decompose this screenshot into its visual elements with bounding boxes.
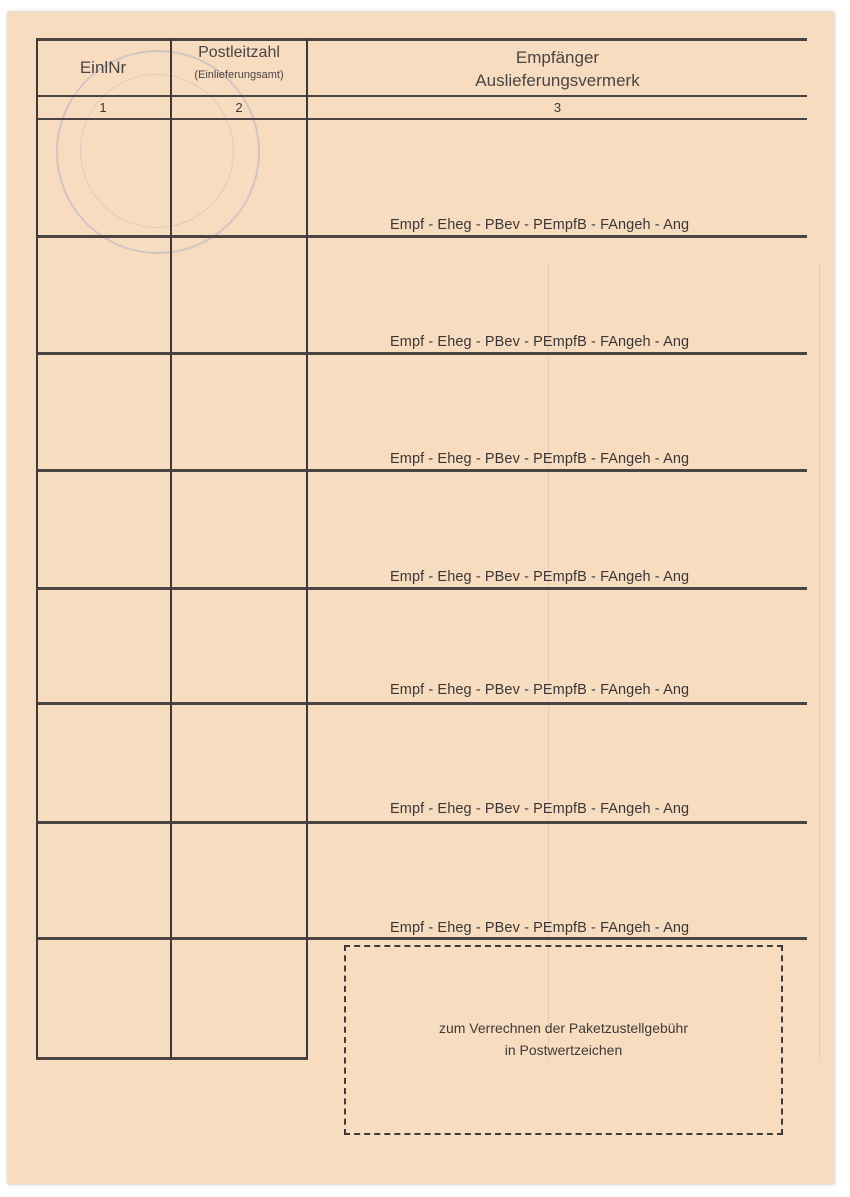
column-number-2: 2 bbox=[235, 100, 243, 115]
delivery-note-row-2: Empf - Eheg - PBev - PEmpfB - FAngeh - Ang bbox=[390, 334, 690, 350]
header-postleitzahl: Postleitzahl bbox=[198, 44, 280, 61]
postage-stamp-text-line2: in Postwertzeichen bbox=[504, 1042, 623, 1058]
delivery-table bbox=[36, 38, 807, 1060]
postage-stamp-area bbox=[344, 945, 783, 1135]
row-divider bbox=[36, 469, 807, 472]
header-einlnr: EinlNr bbox=[79, 58, 127, 77]
postage-stamp-text-line1: zum Verrechnen der Paketzustellgebühr bbox=[438, 1020, 689, 1036]
delivery-note-row-7: Empf - Eheg - PBev - PEmpfB - FAngeh - Ang bbox=[390, 920, 690, 936]
delivery-note-row-1: Empf - Eheg - PBev - PEmpfB - FAngeh - Ang bbox=[390, 217, 690, 233]
table-top-border bbox=[36, 38, 807, 41]
delivery-note-row-3: Empf - Eheg - PBev - PEmpfB - FAngeh - Ang bbox=[390, 451, 690, 467]
delivery-note-row-5: Empf - Eheg - PBev - PEmpfB - FAngeh - Ang bbox=[390, 682, 690, 698]
row-divider bbox=[36, 702, 807, 705]
row-divider bbox=[36, 235, 807, 238]
delivery-note-row-4: Empf - Eheg - PBev - PEmpfB - FAngeh - Ang bbox=[390, 569, 690, 585]
row-divider bbox=[36, 587, 807, 590]
row-divider bbox=[36, 937, 807, 940]
header-auslieferungsvermerk: Auslieferungsvermerk bbox=[475, 71, 640, 90]
table-bottom-border bbox=[36, 1057, 308, 1060]
col-divider-2 bbox=[306, 38, 308, 1059]
delivery-note-row-6: Empf - Eheg - PBev - PEmpfB - FAngeh - Ang bbox=[390, 801, 690, 817]
header-divider bbox=[36, 95, 807, 97]
colnum-divider bbox=[36, 118, 807, 120]
column-number-1: 1 bbox=[99, 100, 107, 115]
col-divider-1 bbox=[170, 38, 172, 1059]
header-empfaenger: Empfänger bbox=[515, 48, 600, 67]
header-einlieferungsamt: (Einlieferungsamt) bbox=[194, 69, 284, 81]
row-divider bbox=[36, 821, 807, 824]
column-number-3: 3 bbox=[553, 100, 562, 115]
left-border bbox=[36, 38, 38, 1059]
row-divider bbox=[36, 352, 807, 355]
